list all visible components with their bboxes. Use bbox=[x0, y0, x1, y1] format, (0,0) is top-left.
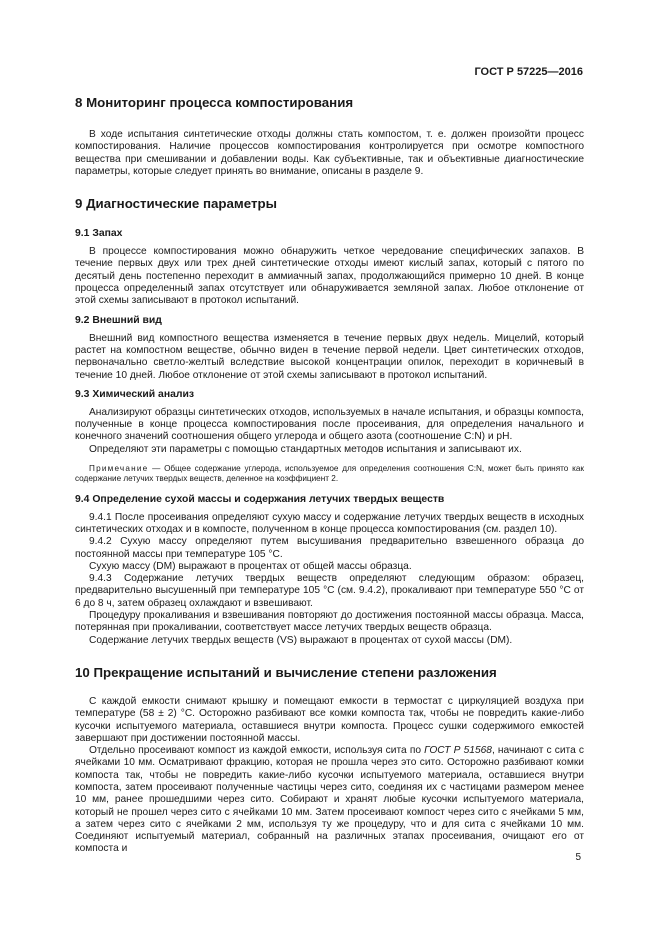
note bbox=[75, 464, 584, 485]
note-label: Примечание bbox=[89, 464, 149, 474]
section-9-4-2-dm-paragraph: Сухую массу (DM) выражают в процентах от общей массы образца. bbox=[89, 560, 412, 572]
page-number: 5 bbox=[575, 852, 581, 863]
page-content bbox=[75, 95, 584, 856]
section-8-title: 8 Мониторинг процесса компостирования bbox=[75, 95, 354, 110]
section-10-title: 10 Прекращение испытаний и вычисление степени разложения bbox=[75, 664, 497, 680]
section-9-3-paragraph-1: Анализируют образцы синтетических отходов, используемых в начале испытания, и образцы компоста, полученные в конце процесса компостирования после просеивания, для определения начального и конечного значений соотношения общего углерода и общего азота (соотношение C:N) и pH. bbox=[75, 406, 584, 443]
section-9-2-title: 9.2 Внешний вид bbox=[75, 314, 162, 326]
section-9-1-title: 9.1 Запах bbox=[75, 228, 123, 240]
note-text: — Общее содержание углерода, используемое для определения соотношения C:N, может быть принято как содержание летучих твердых веществ, деленное на коэффициент 2. bbox=[75, 464, 584, 484]
section-10-paragraph-1: С каждой емкости снимают крышку и помещают емкости в термостат с циркуляцией воздуха при температуре (58 ± 2) °С. Осторожно разбивают все комки компоста так, чтобы не повредить какие-либо кусочки испытуемого материала, оставшиеся внутри компоста. Процесс сушки содержимого емкостей завершают при достижении постоянной массы. bbox=[75, 695, 584, 744]
standard-reference-link[interactable]: ГОСТ Р 51568 bbox=[424, 745, 492, 757]
section-9-4-3-paragraph: 9.4.3 Содержание летучих твердых веществ определяют следующим образом: образец, предварительно высушенный при температуре 105 °С (см. 9.4.2), прокаливают при температуре 550 °С от 6 до 8 ч, затем образец охлаждают и взвешивают. bbox=[75, 573, 584, 609]
standard-header: ГОСТ Р 57225—2016 bbox=[474, 66, 583, 78]
section-9-4-title: 9.4 Определение сухой массы и содержания летучих твердых веществ bbox=[75, 493, 445, 505]
section-9-4-3-procedure-paragraph: Процедуру прокаливания и взвешивания повторяют до достижения постоянной массы образца. Масса, потерянная при прокаливании, соответствует массе летучих твердых веществ образца. bbox=[75, 610, 584, 634]
section-9-1-paragraph: В процессе компостирования можно обнаружить четкое чередование специфических запахов. В течение первых двух или трех дней синтетические отходы имеют кислый запах, который с пятого по десятый день постепенно переходит в аммиачный запах, продолжающийся примерно 10 дней. В конце процесса определенный запах отсутствует или обнаруживается земляной запах. Любое отклонение от этой схемы записывают в протокол испытаний. bbox=[75, 246, 584, 307]
section-10-paragraph-2-end: , начинают с сита с ячейками 10 мм. Осматривают фракцию, которая не прошла через это сито. Осторожно разбивают комки компоста так, чтобы не повредить какие-либо кусочки испытуемого материала, оставшиеся внутри компоста, затем просеивают полученные частицы через сито, соединяя их с частицами размером менее 10 мм, ранее прошедшими через сито. Собирают и хранят любые кусочки испытуемого материала, который не прошел через сито с ячейками 10 мм. Затем просеивают компост через сито с ячейками 5 мм, а затем через сито с ячейками 2 мм, используя ту же процедуру, что и для сита с ячейками 10 мм. Соединяют испытуемый материал, собранный на различных этапах просеивания, очищают его от компоста и bbox=[75, 745, 584, 855]
section-10-paragraph-2 bbox=[75, 745, 584, 856]
section-9-title: 9 Диагностические параметры bbox=[75, 196, 277, 212]
section-9-3-title: 9.3 Химический анализ bbox=[75, 388, 195, 400]
section-9-2-paragraph: Внешний вид компостного вещества изменяется в течение первых двух недель. Мицелий, который растет на компостном веществе, обычно виден в течение первой недели. Цвет синтетических отходов, первоначально светло-желтый вследствие высокой концентрации опилок, переходит в коричневый в течение 10 дней. Любое отклонение от этой схемы записывают в протокол испытаний. bbox=[75, 332, 584, 381]
section-9-4-2-paragraph: 9.4.2 Сухую массу определяют путем высушивания предварительно взвешенного образца до постоянной массы при температуре 105 °С. bbox=[75, 536, 584, 560]
section-9-4-3-vs-paragraph: Содержание летучих твердых веществ (VS) выражают в процентах от сухой массы (DM). bbox=[89, 634, 513, 646]
section-9-3-paragraph-2: Определяют эти параметры с помощью стандартных методов испытания и записывают их. bbox=[89, 443, 522, 455]
section-9-4-1-paragraph: 9.4.1 После просеивания определяют сухую массу и содержание летучих твердых веществ в исходных синтетических отходах и в компосте, полученном в конце процесса компостирования (см. раздел 10). bbox=[75, 511, 584, 535]
section-10-paragraph-2-start: Отдельно просеивают компост из каждой емкости, используя сита по bbox=[89, 745, 425, 757]
section-8-paragraph: В ходе испытания синтетические отходы должны стать компостом, т. е. должен произойти процесс компостирования. Наличие процессов компостирования контролируется при осмотре компостного вещества при смешивании и добавлении воды. Как субъективные, так и объективные диагностические параметры, которые следует принять во внимание, описаны в разделе 9. bbox=[75, 129, 584, 177]
